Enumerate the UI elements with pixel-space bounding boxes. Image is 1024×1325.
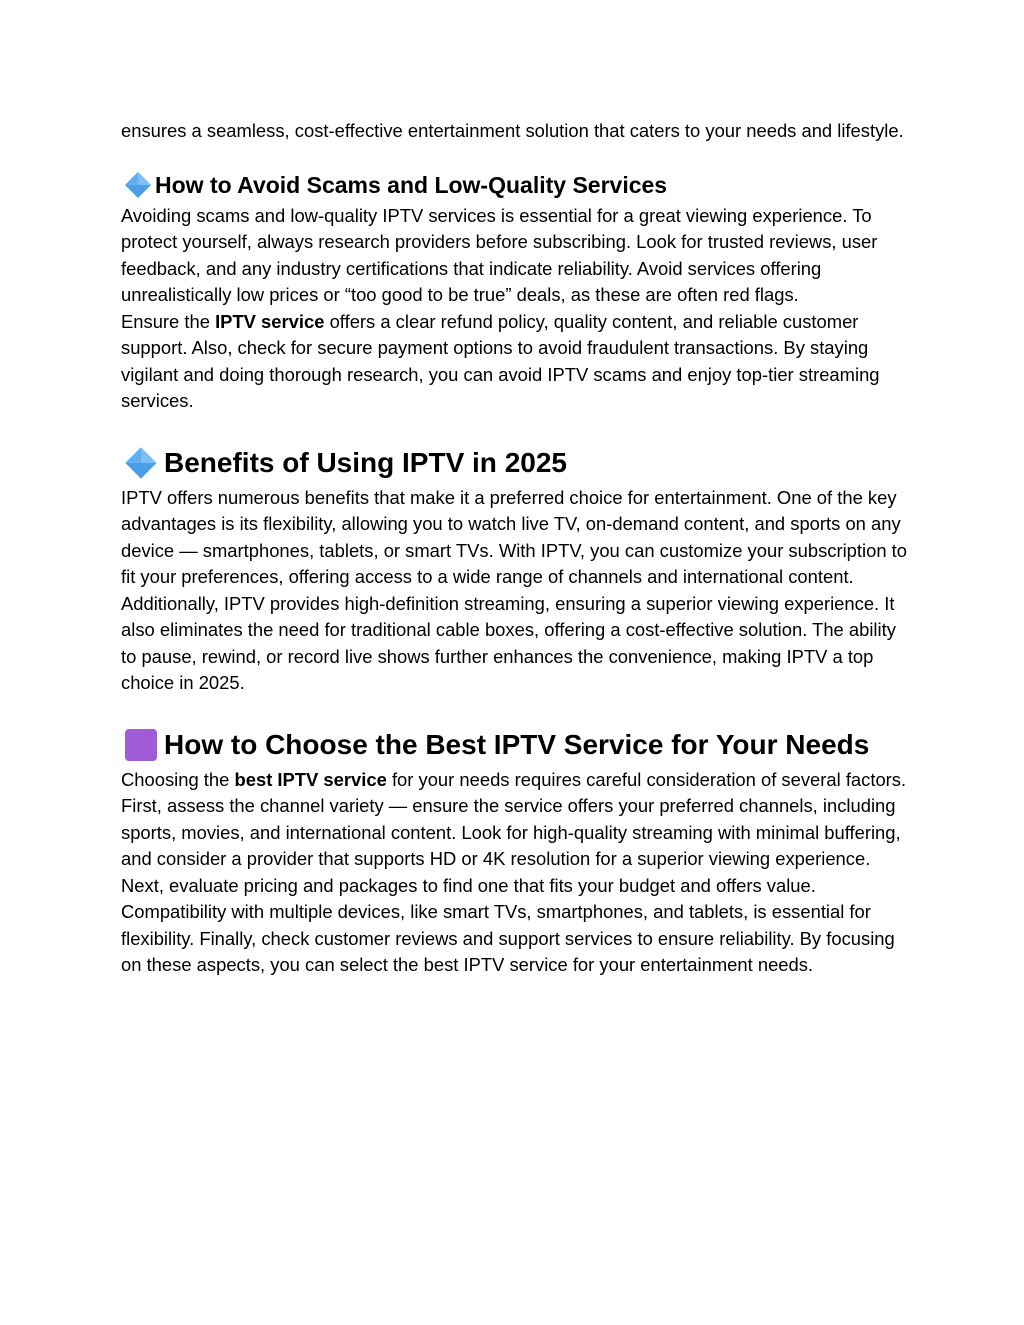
bold-keyword: IPTV service [215,310,325,332]
blue-diamond-icon [121,170,155,200]
choose-paragraph-1 [121,767,911,873]
document-page [121,118,911,979]
intro-paragraph: ensures a seamless, cost-effective entertainment solution that caters to your needs and lifestyle. [121,120,904,141]
heading-text: How to Avoid Scams and Low-Quality Services [155,171,668,198]
heading-choose-best [121,727,911,763]
heading-text: Benefits of Using IPTV in 2025 [164,446,567,478]
benefits-paragraph-1: IPTV offers numerous benefits that make it a preferred choice for entertainment. One of the key advantages is its flexibility, allowing you to watch live TV, on-demand content, and sports on any device — smartphones, tablets, or smart TVs. With IPTV, you can customize your subscription to fit your preferences, offering access to a wide range of channels and international content. [121,486,908,587]
heading-text: How to Choose the Best IPTV Service for Your Needs [164,728,870,760]
scams-paragraph-2 [121,309,911,415]
bold-keyword: best IPTV service [234,768,387,790]
purple-square-icon [121,727,161,763]
blue-diamond-icon [121,445,161,481]
text-run: for your needs requires careful consideration of several factors. First, assess the channel variety — ensure the service offers your preferred channels, including sports, movies, and international content. Look for high-quality streaming with minimal buffering, and consider a provider that supports HD or 4K resolution for a superior viewing experience. [121,768,907,869]
scams-paragraph-1: Avoiding scams and low-quality IPTV services is essential for a great viewing experience. To protect yourself, always research providers before subscribing. Look for trusted reviews, user feedback, and any industry certifications that indicate reliability. Avoid services offering unrealistically low prices or “too good to be true” deals, as these are often red flags. [121,204,878,305]
choose-paragraph-2: Next, evaluate pricing and packages to find one that fits your budget and offers value. Compatibility with multiple devices, like smart TVs, smartphones, and tablets, is essential for flexibility. Finally, check customer reviews and support services to ensure reliability. By focusing on these aspects, you can select the best IPTV service for your entertainment needs. [121,874,895,975]
text-run: offers a clear refund policy, quality content, and reliable customer support. Also, check for secure payment options to avoid fraudulent transactions. By staying vigilant and doing thorough research, you can avoid IPTV scams and enjoy top-tier streaming services. [121,310,880,411]
benefits-paragraph-2: Additionally, IPTV provides high-definition streaming, ensuring a superior viewing experience. It also eliminates the need for traditional cable boxes, offering a cost-effective solution. The ability to pause, rewind, or record live shows further enhances the convenience, making IPTV a top choice in 2025. [121,592,896,693]
heading-benefits [121,445,911,481]
text-run: Ensure the [121,310,216,332]
heading-avoid-scams [121,170,911,200]
text-run: Choosing the [121,768,235,790]
